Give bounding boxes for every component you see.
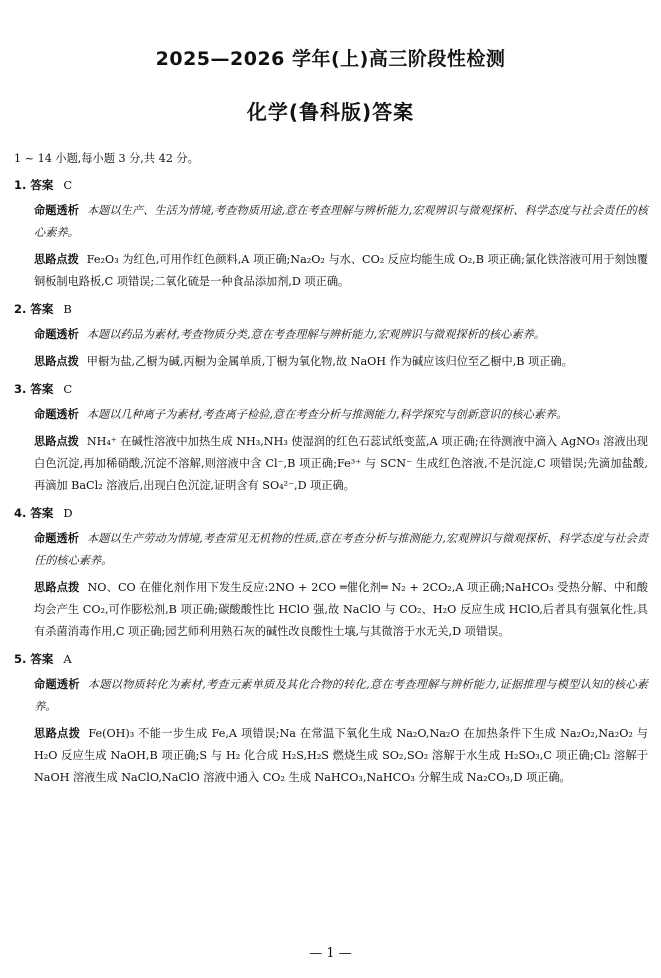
analysis-label: 命题透析 bbox=[34, 204, 79, 217]
answer-label: 答案 bbox=[30, 178, 54, 192]
answer-label: 答案 bbox=[30, 302, 54, 316]
answer-label: 答案 bbox=[30, 506, 54, 520]
page-number: — 1 — bbox=[309, 946, 352, 961]
analysis-paragraph bbox=[14, 528, 648, 572]
analysis-text: 本题以生产劳动为情境,考查常见无机物的性质,意在考查分析与推测能力,宏观辨识与微观探析、科学态度与社会责任的核心素养。 bbox=[34, 532, 648, 567]
analysis-label: 命题透析 bbox=[34, 328, 79, 341]
answer-label: 答案 bbox=[30, 652, 54, 666]
analysis-paragraph bbox=[14, 324, 648, 346]
question-header bbox=[14, 174, 648, 196]
answer-choice: D bbox=[63, 506, 73, 520]
question-2 bbox=[14, 298, 648, 373]
question-number: 3. bbox=[14, 382, 27, 396]
question-header bbox=[14, 298, 648, 320]
question-number: 2. bbox=[14, 302, 27, 316]
hint-paragraph bbox=[14, 249, 648, 293]
hint-text: NH₄⁺ 在碱性溶液中加热生成 NH₃,NH₃ 使湿润的红色石蕊试纸变蓝,A 项正确;在待测液中滴入 AgNO₃ 溶液出现白色沉淀,再加稀硝酸,沉淀不溶解,则溶液中含 Cl⁻,B 项正确;Fe³⁺ 与 SCN⁻ 生成红色溶液,不是沉淀,C 项错误;先滴加盐酸,再滴加 BaCl₂ 溶液后,出现白色沉淀,证明含有 SO₄²⁻,D 项正确。 bbox=[34, 435, 648, 492]
question-header bbox=[14, 502, 648, 524]
analysis-label: 命题透析 bbox=[34, 678, 80, 691]
answer-label: 答案 bbox=[30, 382, 54, 396]
hint-label: 思路点拨 bbox=[34, 355, 79, 368]
hint-label: 思路点拨 bbox=[34, 581, 80, 594]
exam-title: 2025—2026 学年(上)高三阶段性检测 bbox=[155, 48, 506, 70]
analysis-text: 本题以几种离子为素材,考查离子检验,意在考查分析与推测能力,科学探究与创新意识的核心素养。 bbox=[86, 408, 568, 421]
hint-text: Fe₂O₃ 为红色,可用作红色颜料,A 项正确;Na₂O₂ 与水、CO₂ 反应均能生成 O₂,B 项正确;氯化铁溶液可用于刻蚀覆铜板制电路板,C 项错误;二氧化硫是一种食品添加剂,D 项正确。 bbox=[34, 253, 648, 288]
question-header bbox=[14, 378, 648, 400]
hint-paragraph bbox=[14, 577, 648, 643]
hint-text: Fe(OH)₃ 不能一步生成 Fe,A 项错误;Na 在常温下氧化生成 Na₂O,Na₂O 在加热条件下生成 Na₂O₂,Na₂O₂ 与 H₂O 反应生成 NaOH,B 项正确;S 与 H₂ 化合成 H₂S,H₂S 燃烧生成 SO₂,SO₂ 溶解于水生成 H₂SO₃,C 项正确;Cl₂ 溶解于 NaOH 溶液生成 NaClO,NaClO 溶液中通入 CO₂ 生成 NaHCO₃,NaHCO₃ 分解生成 Na₂CO₃,D 项正确。 bbox=[34, 727, 648, 784]
analysis-text: 本题以物质转化为素材,考查元素单质及其化合物的转化,意在考查理解与辨析能力,证据推理与模型认知的核心素养。 bbox=[34, 678, 648, 713]
analysis-label: 命题透析 bbox=[34, 408, 79, 421]
hint-label: 思路点拨 bbox=[34, 435, 79, 448]
scoring-intro: 1 ~ 14 小题,每小题 3 分,共 42 分。 bbox=[14, 152, 199, 165]
question-number: 4. bbox=[14, 506, 27, 520]
hint-label: 思路点拨 bbox=[34, 727, 81, 740]
hint-text: 甲橱为盐,乙橱为碱,丙橱为金属单质,丁橱为氧化物,故 NaOH 作为碱应该归位至乙橱中,B 项正确。 bbox=[86, 355, 573, 368]
analysis-label: 命题透析 bbox=[34, 532, 79, 545]
question-5 bbox=[14, 648, 648, 789]
analysis-paragraph bbox=[14, 674, 648, 718]
hint-text: NO、CO 在催化剂作用下发生反应:2NO + 2CO ═催化剂═ N₂ + 2CO₂,A 项正确;NaHCO₃ 受热分解、中和酸均会产生 CO₂,可作膨松剂,B 项正确;碳酸酸性比 HClO 强,故 NaClO 与 CO₂、H₂O 反应生成 HClO,后者具有强氧化性,具有杀菌消毒作用,C 项正确;园艺师利用熟石灰的碱性改良酸性土壤,与其微溶于水无关,D 项错误。 bbox=[34, 581, 648, 638]
question-number: 5. bbox=[14, 652, 27, 666]
hint-label: 思路点拨 bbox=[34, 253, 79, 266]
analysis-text: 本题以药品为素材,考查物质分类,意在考查理解与辨析能力,宏观辨识与微观探析的核心素养。 bbox=[86, 328, 545, 341]
analysis-paragraph bbox=[14, 200, 648, 244]
answer-subtitle: 化学(鲁科版)答案 bbox=[246, 100, 415, 124]
answer-choice: C bbox=[63, 178, 73, 192]
analysis-paragraph bbox=[14, 404, 648, 426]
analysis-text: 本题以生产、生活为情境,考查物质用途,意在考查理解与辨析能力,宏观辨识与微观探析、科学态度与社会责任的核心素养。 bbox=[34, 204, 648, 239]
hint-paragraph bbox=[14, 431, 648, 497]
answer-choice: B bbox=[63, 302, 72, 316]
question-1 bbox=[14, 174, 648, 293]
question-number: 1. bbox=[14, 178, 27, 192]
question-3 bbox=[14, 378, 648, 497]
answer-choice: C bbox=[63, 382, 73, 396]
question-header bbox=[14, 648, 648, 670]
answer-content bbox=[14, 148, 648, 794]
question-4 bbox=[14, 502, 648, 643]
hint-paragraph bbox=[14, 723, 648, 789]
answer-choice: A bbox=[63, 652, 72, 666]
hint-paragraph bbox=[14, 351, 648, 373]
